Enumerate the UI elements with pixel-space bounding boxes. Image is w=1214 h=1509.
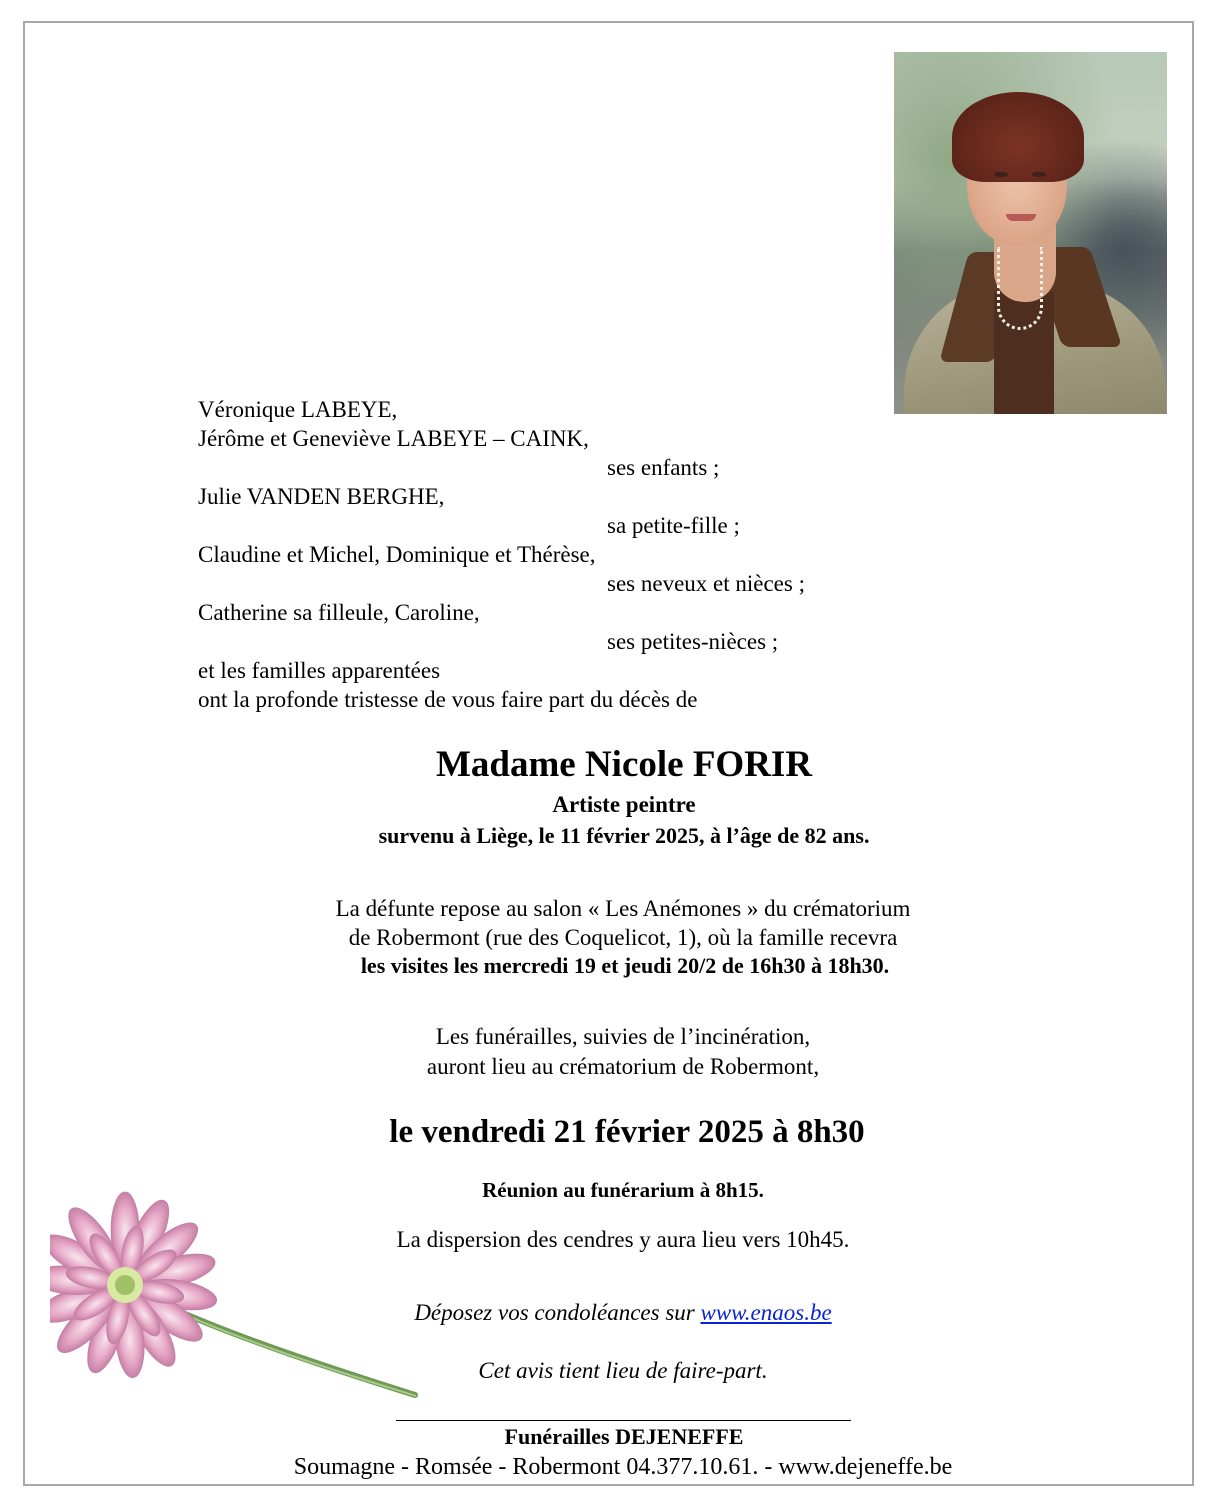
flower-illustration — [50, 1185, 430, 1410]
family-role-children: ses enfants ; — [607, 455, 720, 480]
visits-line: les visites les mercredi 19 et jeudi 20/2 de 16h30 à 18h30. — [360, 953, 890, 978]
funeral-home-address: Soumagne - Romsée - Robermont 04.377.10.61. - www.dejeneffe.be — [293, 1454, 953, 1480]
family-role-granddaughter: sa petite-fille ; — [607, 513, 740, 538]
deceased-profession: Artiste peintre — [552, 792, 696, 817]
family-line-3: Julie VANDEN BERGHE, — [198, 484, 445, 509]
rest-line-1: La défunte repose au salon « Les Anémones » du crématorium — [335, 896, 911, 921]
family-line-2: Jérôme et Geneviève LABEYE – CAINK, — [198, 426, 589, 451]
family-line-4: Claudine et Michel, Dominique et Thérèse, — [198, 542, 596, 567]
funeral-home-name: Funérailles DEJENEFFE — [504, 1424, 744, 1449]
funeral-line-1: Les funérailles, suivies de l’incinération, — [435, 1024, 811, 1049]
family-role-grandnieces: ses petites-nièces ; — [607, 629, 779, 654]
funeral-line-2: auront lieu au crématorium de Robermont, — [426, 1054, 820, 1079]
deceased-name: Madame Nicole FORIR — [435, 744, 813, 785]
family-role-nephews: ses neveux et nièces ; — [607, 571, 805, 596]
rest-line-2: de Robermont (rue des Coquelicot, 1), où la famille recevra — [348, 925, 898, 950]
meeting-line: Réunion au funérarium à 8h15. — [482, 1178, 764, 1202]
funeral-date: le vendredi 21 février 2025 à 8h30 — [389, 1114, 865, 1150]
footer-divider — [396, 1420, 851, 1421]
condolences-link[interactable]: www.enaos.be — [700, 1300, 832, 1325]
family-line-5: Catherine sa filleule, Caroline, — [198, 600, 480, 625]
ashes-line: La dispersion des cendres y aura lieu vers 10h45. — [396, 1227, 850, 1252]
death-details: survenu à Liège, le 11 février 2025, à l’âge de 82 ans. — [378, 823, 870, 848]
family-line-1: Véronique LABEYE, — [198, 397, 398, 422]
notice-line: Cet avis tient lieu de faire-part. — [478, 1358, 768, 1383]
portrait-photo — [894, 52, 1167, 414]
condolences-prefix: Déposez vos condoléances sur — [414, 1300, 701, 1325]
family-line-7: ont la profonde tristesse de vous faire part du décès de — [198, 687, 698, 712]
family-line-6: et les familles apparentées — [198, 658, 441, 683]
